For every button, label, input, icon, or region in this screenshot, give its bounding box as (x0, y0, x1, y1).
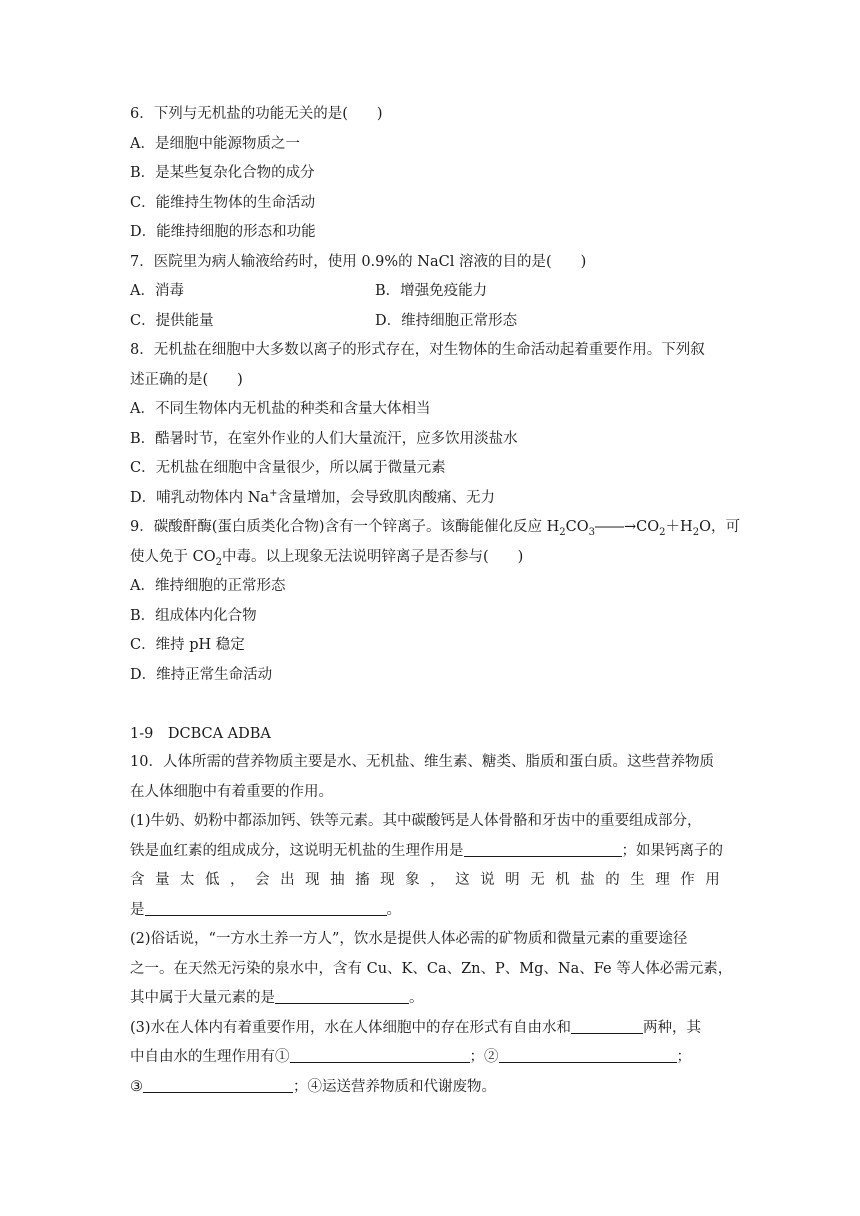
question-10-intro-line-2: 在人体细胞中有着重要的作用。 (130, 783, 333, 800)
question-8-stem-line-1: 8．无机盐在细胞中大多数以离子的形式存在，对生物体的生命活动起着重要作用。下列叙 (130, 342, 705, 358)
subscript: 2 (692, 526, 700, 538)
document-page (130, 100, 740, 1102)
question-8-option-d (130, 484, 730, 514)
question-8-option-d-text-2: 含量增加，会导致肌肉酸痛、无力 (277, 489, 495, 506)
question-10-part-2-line-2: 之一。在天然无污染的泉水中，含有 Cu、K、Ca、Zn、P、Mg、Na、Fe 等人体必需元素， (130, 960, 733, 977)
text: 其中属于大量元素的是 (130, 990, 275, 1006)
question-7 (130, 248, 730, 337)
question-9-option-d: D．维持正常生命活动 (130, 666, 273, 683)
text: 铁是血红素的组成成分，这说明无机盐的生理作用是 (130, 842, 464, 859)
subscript: 3 (588, 526, 596, 538)
answer-blank-1[interactable] (464, 840, 622, 857)
text: ；② (469, 1049, 499, 1065)
question-9 (130, 513, 740, 690)
answer-key: 1-9 DCBCA ADBA (130, 726, 271, 742)
question-10-part-2-line-3 (130, 984, 730, 1014)
q9-text-2a: 使人免于 CO (130, 548, 216, 565)
question-10-part-1-line-4 (130, 896, 730, 926)
question-7-stem: 7．医院里为病人输液给药时，使用 0.9%的 NaCl 溶液的目的是( ) (130, 253, 587, 270)
question-9-option-c: C．维持 pH 稳定 (130, 637, 245, 653)
question-8-stem-line-2: 述正确的是( ) (130, 371, 243, 388)
question-10-part-3-line-1 (130, 1014, 730, 1044)
question-6-option-a: A．是细胞中能源物质之一 (130, 135, 300, 152)
subscript: 2 (215, 556, 222, 568)
answer-blank-4[interactable] (571, 1017, 643, 1034)
question-8-option-b: B．酷暑时节，在室外作业的人们大量流汗，应多饮用淡盐水 (130, 430, 518, 447)
question-7-option-d: D．维持细胞正常形态 (375, 312, 518, 329)
question-9-stem-line-2 (130, 543, 730, 573)
question-10-intro-line-1: 10．人体所需的营养物质主要是水、无机盐、维生素、糖类、脂质和蛋白质。这些营养物质 (130, 754, 714, 770)
answer-blank-5[interactable] (290, 1046, 470, 1063)
question-6-stem: 6．下列与无机盐的功能无关的是( ) (130, 106, 383, 122)
question-7-options-row-2 (130, 307, 730, 337)
superscript-plus: + (269, 487, 278, 499)
text: 。 (386, 901, 401, 918)
question-6 (130, 100, 730, 248)
question-10-part-3-line-3 (130, 1073, 730, 1103)
spacer (130, 690, 730, 720)
q9-text-e: O，可 (699, 519, 740, 535)
question-9-option-a: A．维持细胞的正常形态 (130, 578, 286, 594)
answer-blank-7[interactable] (143, 1076, 293, 1093)
answer-blank-3[interactable] (275, 987, 409, 1004)
q9-text-a: 9．碳酸酐酶(蛋白质类化合物)含有一个锌离子。该酶能催化反应 H (130, 519, 560, 535)
question-10-part-1-line-2 (130, 837, 730, 867)
question-6-option-c: C．能维持生物体的生命活动 (130, 194, 316, 211)
subscript: 2 (659, 526, 666, 538)
question-8-option-a: A．不同生物体内无机盐的种类和含量大体相当 (130, 401, 431, 417)
text: ；④运送营养物质和代谢废物。 (293, 1078, 496, 1095)
question-10-part-1-line-3: 含量太低，会出现抽搐现象，这说明无机盐的生理作用 (130, 872, 730, 888)
question-10-part-3-line-2 (130, 1043, 730, 1073)
text: 是 (130, 901, 145, 918)
question-8-option-c: C．无机盐在细胞中含量很少，所以属于微量元素 (130, 460, 446, 476)
q9-text-b: CO (565, 519, 589, 535)
question-8 (130, 336, 730, 513)
text: 两种，其 (643, 1019, 702, 1036)
q9-text-d: ＋H (665, 519, 693, 535)
text: (3)水在人体内有着重要作用，水在人体细胞中的存在形式有自由水和 (130, 1019, 572, 1036)
question-7-option-c: C．提供能量 (130, 312, 214, 329)
question-9-option-b: B．组成体内化合物 (130, 607, 257, 624)
text: ③ (130, 1078, 143, 1095)
question-6-option-b: B．是某些复杂化合物的成分 (130, 165, 315, 181)
question-7-options-row-1 (130, 277, 730, 307)
question-7-option-a: A．消毒 (130, 283, 184, 299)
question-10-part-2-line-1: (2)俗话说，“一方水土养一方人”，饮水是提供人体必需的矿物质和微量元素的重要途径 (130, 931, 688, 947)
subscript: 2 (559, 526, 566, 538)
answer-blank-6[interactable] (499, 1046, 677, 1063)
text: ；如果钙离子的 (621, 842, 723, 859)
text: ； (676, 1049, 691, 1065)
text: 中自由水的生理作用有① (130, 1049, 290, 1065)
reaction-arrow-text: ――→CO (595, 519, 660, 535)
text: 。 (409, 990, 424, 1006)
question-9-stem-line-1 (130, 513, 740, 543)
question-10-part-1-line-1: (1)牛奶、奶粉中都添加钙、铁等元素。其中碳酸钙是人体骨骼和牙齿中的重要组成部分， (130, 813, 702, 829)
q9-text-2b: 中毒。以上现象无法说明锌离子是否参与( ) (221, 548, 524, 565)
answer-blank-2[interactable] (145, 899, 387, 916)
question-7-option-b: B．增强免疫能力 (375, 283, 488, 299)
question-10 (130, 748, 733, 1102)
question-6-option-d: D．能维持细胞的形态和功能 (130, 224, 316, 240)
question-8-option-d-text-1: D．哺乳动物体内 Na (130, 489, 270, 506)
